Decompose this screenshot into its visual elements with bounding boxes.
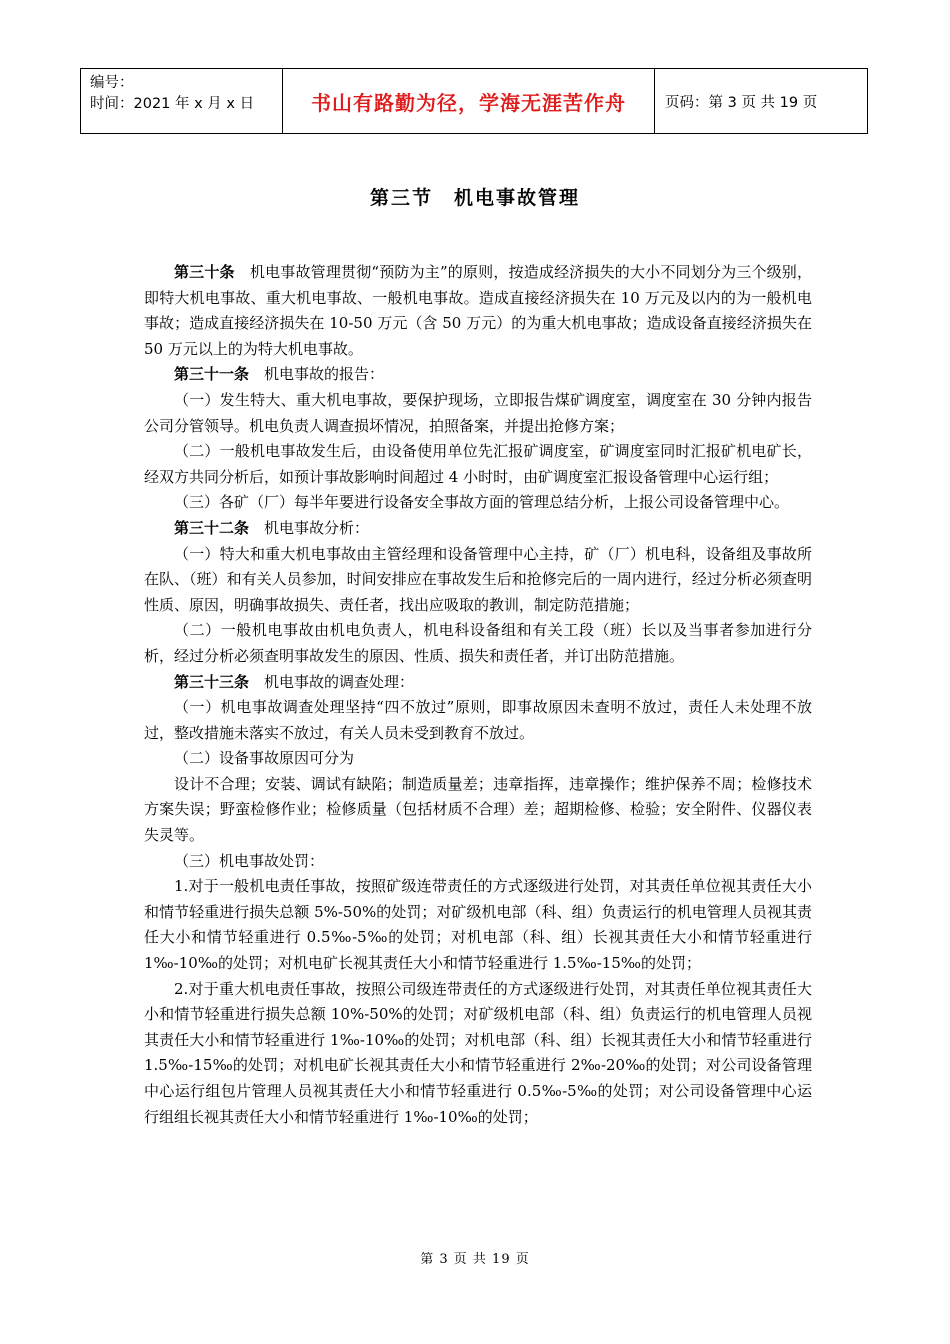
paragraph-text: 2.对于重大机电责任事故，按照公司级连带责任的方式逐级进行处罚，对其责任单位视其责任大小和情节轻重进行损失总额 10%-50%的处罚；对矿级机电部（科、组）负责运行的机电管理人员视其责任大小和情节轻重进行 1‰-10‰的处罚；对机电部（科、组）长视其责任大小和情节轻重进行 1.5‰-15‰的处罚；对机电矿长视其责任大小和情节轻重进行 2‰-20‰的处罚；对公司设备管理中心运行组包片管理人员视其责任大小和情节轻重进行 0.5‰-5‰的处罚；对公司设备管理中心运行组组长视其责任大小和情节轻重进行 1‰-10‰的处罚；: [144, 979, 812, 1126]
paragraph-text: （一）特大和重大机电事故由主管经理和设备管理中心主持，矿（厂）机电科，设备组及事故所在队、（班）和有关人员参加，时间安排应在事故发生后和抢修完后的一周内进行，经过分析必须查明性质、原因，明确事故损失、责任者，找出应吸取的教训，制定防范措施；: [144, 544, 812, 614]
article-number: 第三十一条: [174, 365, 250, 384]
article-number: 第三十二条: [174, 518, 250, 537]
paragraph: [144, 362, 812, 388]
article-number: 第三十三条: [174, 672, 250, 691]
paragraph-text: （一）机电事故调查处理坚持“四不放过”原则，即事故原因未查明不放过，责任人未处理不放过，整改措施未落实不放过，有关人员未受到教育不放过。: [144, 698, 812, 742]
paragraph: [144, 490, 812, 516]
paragraph-text: 机电事故分析：: [249, 518, 370, 537]
document-body: [144, 260, 812, 1130]
paragraph: [144, 618, 812, 669]
paragraph: [144, 516, 812, 542]
paragraph: [144, 439, 812, 490]
paragraph: [144, 874, 812, 976]
header-page-info: 页码：第 3 页 共 19 页: [665, 94, 818, 111]
paragraph-text: （二）设备事故原因可分为: [174, 749, 355, 768]
article-number: 第三十条: [174, 263, 235, 281]
page-header: [80, 68, 868, 134]
paragraph-text: 机电事故管理贯彻“预防为主”的原则，按造成经济损失的大小不同划分为三个级别，即特大机电事故、重大机电事故、一般机电事故。造成直接经济损失在 10 万元及以内的为一般机电事故；造成直接经济损失在 10-50 万元（含 50 万元）的为重大机电事故；造成设备直接经济损失在 50 万元以上的为特大机电事故。: [144, 263, 812, 358]
paragraph-text: （一）发生特大、重大机电事故，要保护现场，立即报告煤矿调度室，调度室在 30 分钟内报告公司分管领导。机电负责人调查损坏情况，拍照备案，并提出抢修方案；: [144, 390, 812, 435]
paragraph: [144, 695, 812, 746]
paragraph: [144, 388, 812, 439]
paragraph: [144, 670, 812, 696]
paragraph: [144, 977, 812, 1131]
paragraph-text: （三）各矿（厂）每半年要进行设备安全事故方面的管理总结分析，上报公司设备管理中心。: [174, 493, 790, 512]
paragraph: [144, 849, 812, 875]
paragraph-text: 机电事故的调查处理：: [249, 672, 415, 691]
paragraph-text: 设计不合理；安装、调试有缺陷；制造质量差；违章指挥，违章操作；维护保养不周；检修技术方案失误；野蛮检修作业；检修质量（包括材质不合理）差；超期检修、检验；安全附件、仪器仪表失灵等。: [144, 774, 812, 845]
paragraph-text: 机电事故的报告：: [249, 365, 385, 384]
section-title: 第三节 机电事故管理: [369, 187, 580, 209]
header-number: 编号：: [90, 75, 134, 91]
page-footer: 第 3 页 共 19 页: [420, 1252, 530, 1267]
paragraph: [144, 260, 812, 362]
header-meta: [81, 69, 283, 133]
paragraph-text: （三）机电事故处罚：: [174, 851, 325, 870]
paragraph: [144, 542, 812, 619]
paragraph-text: （二）一般机电事故发生后，由设备使用单位先汇报矿调度室，矿调度室同时汇报矿机电矿长，经双方共同分析后，如预计事故影响时间超过 4 小时时，由矿调度室汇报设备管理中心运行组；: [144, 442, 812, 486]
paragraph: [144, 772, 812, 849]
paragraph-text: 1.对于一般机电责任事故，按照矿级连带责任的方式逐级进行处罚，对其责任单位视其责任大小和情节轻重进行损失总额 5%-50%的处罚；对矿级机电部（科、组）负责运行的机电管理人员视其责任大小和情节轻重进行 0.5‰-5‰的处罚；对机电部（科、组）长视其责任大小和情节轻重进行 1‰-10‰的处罚；对机电矿长视其责任大小和情节轻重进行 1.5‰-15‰的处罚；: [144, 877, 812, 973]
header-date: 时间：2021 年 x 月 x 日: [90, 96, 255, 112]
paragraph-text: （二）一般机电事故由机电负责人，机电科设备组和有关工段（班）长以及当事者参加进行分析，经过分析必须查明事故发生的原因、性质、损失和责任者，并订出防范措施。: [144, 621, 812, 665]
paragraph: [144, 746, 812, 772]
header-motto: 书山有路勤为径，学海无涯苦作舟: [283, 69, 655, 133]
